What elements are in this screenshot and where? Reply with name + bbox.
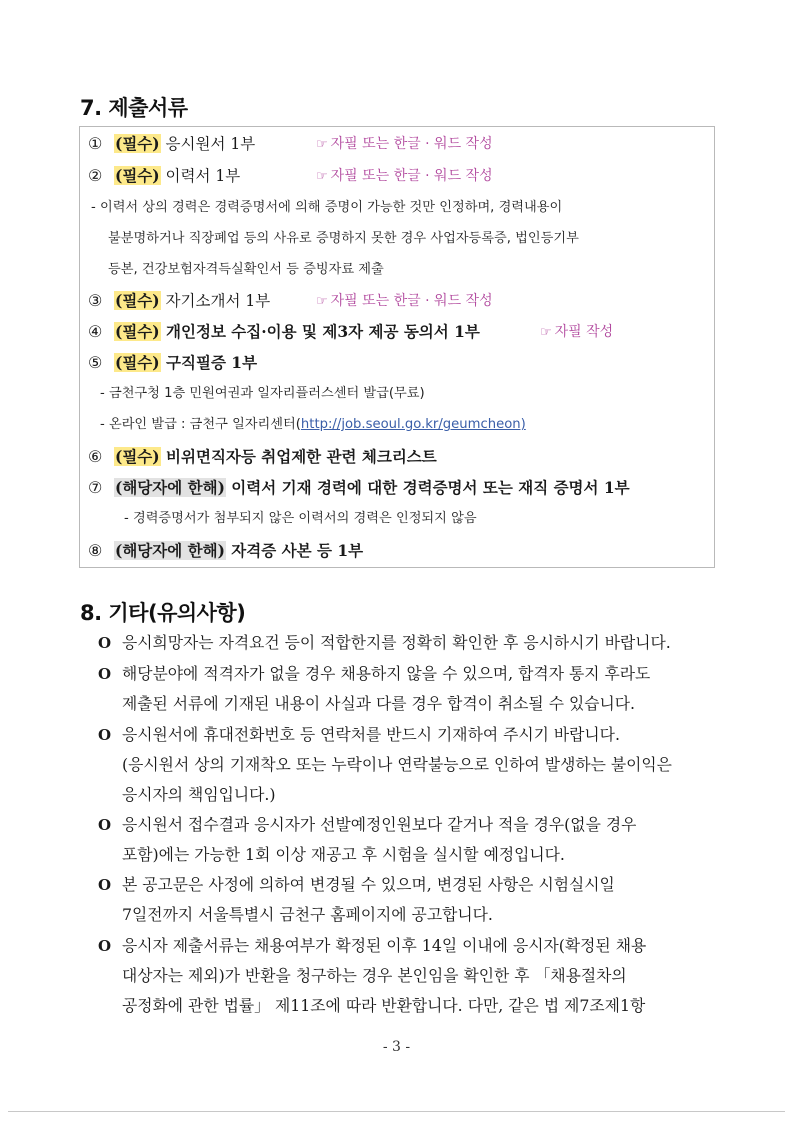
required-tag: (필수) bbox=[115, 447, 160, 466]
item-1-note: ☞ 자필 또는 한글 · 워드 작성 bbox=[316, 136, 493, 152]
required-tag: (필수) bbox=[115, 353, 160, 372]
item-text: 자기소개서 1부 bbox=[160, 292, 271, 310]
notice-paragraph-4: O 응시원서 접수결과 응시자가 선발예정인원보다 같거나 적을 경우(없을 경우 포함)에는 가능한 1회 이상 재공고 후 시험을 실시할 예정입니다. bbox=[98, 810, 718, 870]
item-number: ⑧ bbox=[88, 541, 103, 560]
item-2-note: ☞ 자필 또는 한글 · 워드 작성 bbox=[316, 168, 493, 184]
document-item-8 bbox=[88, 540, 363, 562]
notice-paragraph-5: O 본 공고문은 사정에 의하여 변경될 수 있으며, 변경된 사항은 시험실시일 7일전까지 서울특별시 금천구 홈페이지에 공고합니다. bbox=[98, 870, 718, 930]
conditional-tag: (해당자에 한해) bbox=[115, 478, 225, 497]
bullet-circle-icon: O bbox=[98, 937, 112, 955]
required-documents-box bbox=[79, 126, 715, 568]
required-tag: (필수) bbox=[115, 166, 160, 185]
document-item-5 bbox=[88, 352, 257, 374]
document-item-6 bbox=[88, 446, 437, 468]
item-number: ① bbox=[88, 134, 103, 153]
item-text: 이력서 1부 bbox=[160, 167, 241, 185]
item-text: 자격증 사본 등 1부 bbox=[225, 541, 364, 560]
item-number: ③ bbox=[88, 291, 103, 310]
pointing-hand-icon: ☞ bbox=[316, 169, 328, 184]
pointing-hand-icon: ☞ bbox=[540, 325, 552, 340]
document-item-2 bbox=[88, 165, 240, 187]
notice-paragraph-2: O 해당분야에 적격자가 없을 경우 채용하지 않을 수 있으며, 합격자 통지 후라도 제출된 서류에 기재된 내용이 사실과 다를 경우 합격이 취소될 수 있습니다. bbox=[98, 659, 718, 719]
item-4-note: ☞ 자필 작성 bbox=[540, 324, 614, 340]
document-item-1 bbox=[88, 133, 255, 155]
resume-detail-line-1: - 이력서 상의 경력은 경력증명서에 의해 증명이 가능한 것만 인정하며, 경력내용이 bbox=[91, 200, 563, 215]
certificate-detail-line-1: - 금천구청 1층 민원여권과 일자리플러스센터 발급(무료) bbox=[100, 386, 425, 401]
career-detail: - 경력증명서가 첨부되지 않은 이력서의 경력은 인정되지 않음 bbox=[124, 511, 477, 526]
notice-paragraph-6: O 응시자 제출서류는 채용여부가 확정된 이후 14일 이내에 응시자(확정된 채용 대상자는 제외)가 반환을 청구하는 경우 본인임을 확인한 후 「채용절차의 공정화에 관한 법률」 제11조에 따라 반환합니다. 다만, 같은 법 제7조제1항 bbox=[98, 931, 718, 1021]
item-number: ⑤ bbox=[88, 353, 103, 372]
item-number: ④ bbox=[88, 322, 103, 341]
notice-paragraph-1: O 응시희망자는 자격요건 등이 적합한지를 정확히 확인한 후 응시하시기 바랍니다. bbox=[98, 628, 718, 658]
bullet-circle-icon: O bbox=[98, 816, 112, 834]
item-text: 구직필증 1부 bbox=[160, 353, 258, 372]
notice-paragraph-3: O 응시원서에 휴대전화번호 등 연락처를 반드시 기재하여 주시기 바랍니다. (응시원서 상의 기재착오 또는 누락이나 연락불능으로 인하여 발생하는 불이익은 응시자의 책임입니다.) bbox=[98, 720, 718, 810]
item-number: ② bbox=[88, 166, 103, 185]
document-item-4 bbox=[88, 321, 480, 343]
page-number: - 3 - bbox=[382, 1039, 411, 1055]
required-tag: (필수) bbox=[115, 291, 160, 310]
item-3-note: ☞ 자필 또는 한글 · 워드 작성 bbox=[316, 293, 493, 309]
bullet-circle-icon: O bbox=[98, 634, 112, 652]
item-text: 이력서 기재 경력에 대한 경력증명서 또는 재직 증명서 1부 bbox=[225, 478, 630, 497]
job-center-link[interactable]: http://job.seoul.go.kr/geumcheon) bbox=[300, 417, 526, 432]
resume-detail-line-3: 등본, 건강보험자격득실확인서 등 증빙자료 제출 bbox=[108, 262, 384, 277]
item-number: ⑦ bbox=[88, 478, 103, 497]
item-text: 응시원서 1부 bbox=[160, 135, 256, 153]
bottom-divider bbox=[8, 1111, 785, 1112]
item-text: 개인정보 수집·이용 및 제3자 제공 동의서 1부 bbox=[160, 322, 480, 341]
document-item-7 bbox=[88, 477, 630, 499]
resume-detail-line-2: 불분명하거나 직장폐업 등의 사유로 증명하지 못한 경우 사업자등록증, 법인등기부 bbox=[108, 231, 579, 246]
item-text: 비위면직자등 취업제한 관련 체크리스트 bbox=[160, 447, 437, 466]
document-item-3 bbox=[88, 290, 270, 312]
section-7-title: 7. 제출서류 bbox=[80, 96, 188, 120]
certificate-detail-line-2: - 온라인 발급 : 금천구 일자리센터(http://job.seoul.go.kr/geumcheon) bbox=[100, 417, 526, 432]
bullet-circle-icon: O bbox=[98, 726, 112, 744]
required-tag: (필수) bbox=[115, 134, 160, 153]
item-number: ⑥ bbox=[88, 447, 103, 466]
required-tag: (필수) bbox=[115, 322, 160, 341]
bullet-circle-icon: O bbox=[98, 876, 112, 894]
conditional-tag: (해당자에 한해) bbox=[115, 541, 225, 560]
bullet-circle-icon: O bbox=[98, 665, 112, 683]
pointing-hand-icon: ☞ bbox=[316, 294, 328, 309]
section-8-title: 8. 기타(유의사항) bbox=[80, 601, 246, 625]
pointing-hand-icon: ☞ bbox=[316, 137, 328, 152]
